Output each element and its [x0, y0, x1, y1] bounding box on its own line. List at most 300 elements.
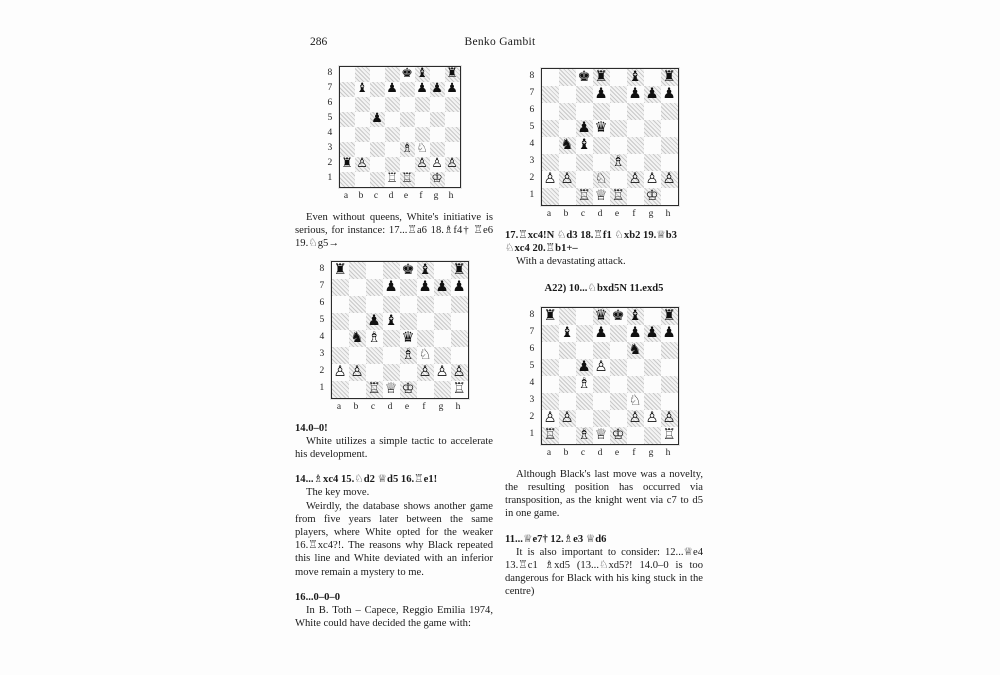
board-square [332, 279, 349, 296]
file-label: b [563, 447, 569, 458]
section-heading-a22: A22) 10...♘bxd5N 11.exd5 [544, 282, 664, 294]
chess-piece: ♙ [543, 409, 557, 426]
rank-label: 4 [327, 127, 333, 138]
board-square [370, 127, 385, 142]
board-square [610, 86, 627, 103]
chess-piece: ♞ [628, 341, 642, 358]
rank-label: 1 [319, 382, 325, 393]
file-label: d [387, 401, 393, 412]
chess-board [331, 261, 469, 399]
board-square [559, 188, 576, 205]
board-square [340, 82, 355, 97]
chess-board [339, 66, 461, 188]
chess-piece: ♙ [418, 362, 432, 380]
board-square [434, 262, 451, 279]
chess-piece: ♟ [435, 277, 449, 295]
file-label: b [353, 401, 359, 412]
chess-piece: ♟ [367, 311, 381, 329]
board-square [355, 112, 370, 127]
board-square [644, 137, 661, 154]
board-square [434, 347, 451, 364]
rank-label: 4 [319, 331, 325, 342]
chess-piece: ♙ [645, 170, 659, 188]
rank-label: 4 [529, 377, 535, 388]
chess-piece: ♟ [645, 85, 659, 103]
chess-piece: ♜ [662, 68, 676, 86]
board-square [576, 103, 593, 120]
board-square [593, 410, 610, 427]
board-square [576, 154, 593, 171]
chess-piece: ♟ [416, 81, 428, 97]
board-square [340, 172, 355, 187]
diagram-grid [530, 307, 679, 458]
board-square [627, 137, 644, 154]
board-square [355, 172, 370, 187]
board-square [445, 142, 460, 157]
file-label: e [404, 401, 410, 412]
file-label: f [422, 401, 426, 412]
rank-label: 4 [529, 138, 535, 149]
board-square [627, 376, 644, 393]
chess-piece: ♖ [577, 187, 591, 205]
chess-piece: ♕ [384, 379, 398, 397]
board-square [542, 188, 559, 205]
chess-piece: ♔ [431, 171, 443, 187]
chess-piece: ♟ [452, 277, 466, 295]
board-square [366, 364, 383, 381]
board-square [542, 69, 559, 86]
board-square [400, 82, 415, 97]
file-label: h [448, 191, 454, 201]
board-square [417, 313, 434, 330]
chess-piece: ♔ [645, 187, 659, 205]
board-square [559, 308, 576, 325]
chess-piece: ♖ [452, 379, 466, 397]
board-square [610, 359, 627, 376]
board-square [576, 86, 593, 103]
board-square [355, 97, 370, 112]
board-square [366, 296, 383, 313]
chess-piece: ♙ [662, 409, 676, 426]
board-square [400, 127, 415, 142]
board-square [385, 112, 400, 127]
board-square [400, 279, 417, 296]
move-line-17: 17.♖xc4!N ♘d3 18.♖f1 ♘xb2 19.♕b3 ♘xc4 20.♖b1+– [505, 230, 677, 255]
board-square [542, 359, 559, 376]
right-column [505, 60, 703, 599]
board-square [434, 313, 451, 330]
chess-piece: ♞ [560, 136, 574, 154]
file-labels [541, 447, 679, 458]
file-label: a [546, 447, 552, 458]
chess-piece: ♝ [560, 324, 574, 341]
chess-piece: ♛ [401, 328, 415, 346]
chess-piece: ♘ [628, 392, 642, 409]
rank-label: 6 [529, 343, 535, 354]
board-square [383, 296, 400, 313]
chess-piece: ♙ [560, 170, 574, 188]
file-label: g [433, 191, 439, 201]
board-square [559, 342, 576, 359]
file-label: c [373, 191, 379, 201]
board-square [370, 157, 385, 172]
board-square [559, 376, 576, 393]
board-square [576, 308, 593, 325]
board-square [383, 364, 400, 381]
board-square [451, 347, 468, 364]
board-square [576, 325, 593, 342]
board-square [385, 127, 400, 142]
board-square [430, 142, 445, 157]
rank-label: 7 [529, 326, 535, 337]
board-square [610, 393, 627, 410]
board-square [610, 325, 627, 342]
board-square [355, 142, 370, 157]
chess-piece: ♗ [401, 141, 413, 157]
board-square [644, 308, 661, 325]
board-square [349, 381, 366, 398]
chess-diagram-3 [295, 261, 493, 412]
board-square [593, 103, 610, 120]
board-square [417, 296, 434, 313]
rank-labels [530, 307, 541, 445]
board-square [383, 262, 400, 279]
board-square [559, 69, 576, 86]
rank-label: 5 [327, 112, 333, 123]
rank-label: 3 [319, 348, 325, 359]
board-square [593, 154, 610, 171]
move-line-16: 16...0–0–0 [295, 591, 341, 603]
board-square [559, 86, 576, 103]
chess-piece: ♔ [401, 379, 415, 397]
board-square [332, 381, 349, 398]
board-square [610, 376, 627, 393]
board-square [415, 127, 430, 142]
board-square [661, 393, 678, 410]
chess-piece: ♟ [662, 85, 676, 103]
chess-piece: ♗ [577, 375, 591, 392]
board-square [627, 120, 644, 137]
board-square [430, 67, 445, 82]
board-square [593, 342, 610, 359]
chess-diagram-4 [505, 307, 703, 458]
chess-piece: ♗ [401, 345, 415, 363]
board-square [610, 342, 627, 359]
board-square [370, 82, 385, 97]
chess-piece: ♙ [356, 156, 368, 172]
board-square [627, 359, 644, 376]
board-square [576, 171, 593, 188]
board-square [383, 347, 400, 364]
chess-piece: ♜ [452, 260, 466, 278]
rank-label: 6 [529, 104, 535, 115]
board-square [559, 359, 576, 376]
rank-label: 8 [529, 309, 535, 320]
board-square [644, 359, 661, 376]
board-square [332, 313, 349, 330]
chess-piece: ♘ [594, 170, 608, 188]
chess-piece: ♟ [446, 81, 458, 97]
chess-piece: ♚ [577, 68, 591, 86]
chess-piece: ♟ [384, 277, 398, 295]
chess-piece: ♟ [628, 85, 642, 103]
chess-piece: ♙ [350, 362, 364, 380]
board-square [385, 157, 400, 172]
chess-piece: ♘ [416, 141, 428, 157]
board-square [445, 127, 460, 142]
board-square [417, 330, 434, 347]
board-square [559, 103, 576, 120]
file-label: c [580, 209, 586, 219]
board-square [355, 67, 370, 82]
chess-piece: ♟ [418, 277, 432, 295]
chess-piece: ♗ [611, 153, 625, 171]
board-square [434, 330, 451, 347]
board-square [385, 67, 400, 82]
chess-piece: ♙ [628, 409, 642, 426]
board-square [661, 359, 678, 376]
chess-piece: ♙ [452, 362, 466, 380]
chess-piece: ♟ [577, 358, 591, 375]
chess-piece: ♖ [401, 171, 413, 187]
chess-piece: ♟ [628, 324, 642, 341]
file-label: f [632, 447, 636, 458]
rank-labels [530, 68, 541, 206]
chess-piece: ♖ [662, 426, 676, 443]
board-square [644, 103, 661, 120]
chess-piece: ♖ [611, 187, 625, 205]
board-square [430, 112, 445, 127]
chess-piece: ♜ [662, 307, 676, 324]
file-label: a [546, 209, 552, 219]
chess-piece: ♖ [543, 426, 557, 443]
board-square [451, 313, 468, 330]
board-square [370, 67, 385, 82]
chess-piece: ♟ [386, 81, 398, 97]
board-square [576, 342, 593, 359]
rank-label: 8 [319, 263, 325, 274]
board-square [445, 112, 460, 127]
rank-label: 5 [529, 121, 535, 132]
board-square [542, 86, 559, 103]
board-square [400, 112, 415, 127]
chess-piece: ♙ [645, 409, 659, 426]
file-labels [541, 208, 679, 219]
chess-piece: ♔ [611, 426, 625, 443]
file-label: g [648, 209, 654, 219]
move-line-14: 14.0–0! [295, 422, 328, 434]
board-square [349, 347, 366, 364]
rank-label: 2 [327, 157, 333, 168]
board-square [542, 376, 559, 393]
rank-labels [320, 261, 331, 399]
file-label: g [648, 447, 654, 458]
chess-piece: ♜ [594, 68, 608, 86]
board-square [644, 342, 661, 359]
board-square [340, 67, 355, 82]
rank-label: 3 [529, 155, 535, 166]
board-square [366, 279, 383, 296]
board-square [542, 325, 559, 342]
board-square [644, 69, 661, 86]
board-square [542, 342, 559, 359]
board-square [542, 120, 559, 137]
rank-label: 5 [529, 360, 535, 371]
chess-board [541, 307, 679, 445]
board-square [610, 103, 627, 120]
paragraph-weirdly: Weirdly, the database shows another game from five years later between the same players, where White opted for the weaker 16.♖xc4?!. The reasons why Black repeated this line and White deviated with an inferior move remain a mystery to me. [295, 500, 493, 578]
chess-piece: ♝ [416, 66, 428, 82]
file-label: h [455, 401, 461, 412]
chess-piece: ♟ [645, 324, 659, 341]
chess-piece: ♙ [662, 170, 676, 188]
file-label: b [563, 209, 569, 219]
board-square [542, 154, 559, 171]
board-square [661, 137, 678, 154]
board-square [627, 154, 644, 171]
paragraph-although-novelty: Although Black's last move was a novelty, the resulting position has occurred via transposition, as the knight went via c7 to d5 in one game. [505, 468, 703, 520]
paragraph-devastating-attack: With a devastating attack. [516, 256, 626, 268]
left-column [295, 60, 493, 630]
board-square [332, 330, 349, 347]
chess-piece: ♟ [662, 324, 676, 341]
board-square [400, 97, 415, 112]
rank-labels [328, 66, 339, 188]
diagram-grid [530, 68, 679, 219]
chess-piece: ♙ [333, 362, 347, 380]
board-square [610, 171, 627, 188]
board-square [644, 376, 661, 393]
file-label: b [358, 191, 364, 201]
rank-label: 5 [319, 314, 325, 325]
board-square [340, 97, 355, 112]
chess-piece: ♕ [594, 426, 608, 443]
board-square [340, 142, 355, 157]
chess-piece: ♙ [431, 156, 443, 172]
file-label: e [614, 447, 620, 458]
rank-label: 7 [327, 82, 333, 93]
board-square [661, 120, 678, 137]
page-header [295, 36, 705, 52]
file-label: f [632, 209, 636, 219]
board-square [355, 127, 370, 142]
board-square [370, 172, 385, 187]
paragraph-white-utilizes: White utilizes a simple tactic to accelerate his development. [295, 435, 493, 461]
board-square [415, 172, 430, 187]
file-label: e [403, 191, 409, 201]
board-square [415, 97, 430, 112]
board-square [661, 188, 678, 205]
board-square [627, 188, 644, 205]
board-square [627, 103, 644, 120]
board-square [445, 97, 460, 112]
chess-piece: ♝ [628, 307, 642, 324]
chess-piece: ♙ [446, 156, 458, 172]
move-line-11: 11...♕e7† 12.♗e3 ♕d6 [505, 533, 607, 545]
board-square [370, 97, 385, 112]
board-square [332, 296, 349, 313]
board-square [417, 381, 434, 398]
board-square [385, 142, 400, 157]
paragraph-key-move: The key move. [306, 487, 370, 499]
board-square [542, 393, 559, 410]
rank-label: 2 [319, 365, 325, 376]
board-square [349, 262, 366, 279]
board-square [644, 427, 661, 444]
chess-piece: ♙ [416, 156, 428, 172]
board-square [593, 376, 610, 393]
file-label: a [336, 401, 342, 412]
board-square [644, 154, 661, 171]
rank-label: 1 [327, 172, 333, 183]
board-square [434, 381, 451, 398]
board-square [430, 127, 445, 142]
file-label: g [438, 401, 444, 412]
file-label: d [388, 191, 394, 201]
board-square [542, 103, 559, 120]
chess-piece: ♝ [356, 81, 368, 97]
board-square [644, 120, 661, 137]
board-square [400, 157, 415, 172]
chess-piece: ♛ [594, 307, 608, 324]
board-square [400, 296, 417, 313]
file-label: h [665, 447, 671, 458]
rank-label: 8 [327, 67, 333, 78]
file-label: d [597, 447, 603, 458]
chess-piece: ♚ [611, 307, 625, 324]
board-square [644, 393, 661, 410]
file-label: a [343, 191, 349, 201]
chess-piece: ♝ [628, 68, 642, 86]
chess-piece: ♝ [577, 136, 591, 154]
file-label: h [665, 209, 671, 219]
board-square [434, 296, 451, 313]
board-square [610, 120, 627, 137]
board-square [451, 296, 468, 313]
file-labels [339, 190, 461, 201]
board-square [366, 347, 383, 364]
chess-piece: ♙ [594, 358, 608, 375]
chess-piece: ♚ [401, 260, 415, 278]
chess-piece: ♛ [594, 119, 608, 137]
rank-label: 6 [327, 97, 333, 108]
chess-piece: ♙ [560, 409, 574, 426]
chess-piece: ♖ [367, 379, 381, 397]
rank-label: 7 [529, 87, 535, 98]
chess-piece: ♟ [371, 111, 383, 127]
file-label: f [419, 191, 423, 201]
board-square [542, 137, 559, 154]
page-number: 286 [310, 36, 328, 48]
chess-piece: ♙ [543, 170, 557, 188]
chess-piece: ♞ [350, 328, 364, 346]
board-square [661, 342, 678, 359]
rank-label: 2 [529, 172, 535, 183]
board-square [415, 112, 430, 127]
chess-piece: ♖ [386, 171, 398, 187]
paragraph-toth-capece: In B. Toth – Capece, Reggio Emilia 1974, White could have decided the game with: [295, 605, 493, 630]
board-square [445, 172, 460, 187]
chess-piece: ♗ [577, 426, 591, 443]
chess-piece: ♙ [628, 170, 642, 188]
board-square [349, 296, 366, 313]
board-square [400, 364, 417, 381]
rank-label: 2 [529, 411, 535, 422]
board-square [559, 120, 576, 137]
file-label: e [614, 209, 620, 219]
chess-piece: ♘ [418, 345, 432, 363]
rank-label: 1 [529, 189, 535, 200]
